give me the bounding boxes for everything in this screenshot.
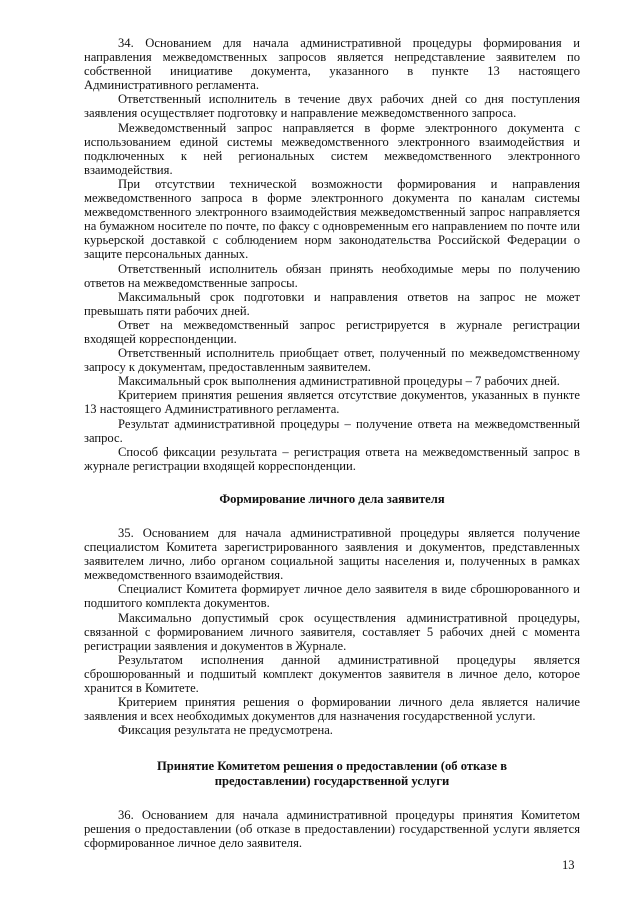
paragraph: 36. Основанием для начала административной процедуры принятия Комитетом решения о предоставлении (об отказе в предоставлении) государственной услуги является сформированное личное дело заявителя. [84,807,580,850]
section-35 [84,526,580,737]
paragraph: Критерием принятия решения является отсутствие документов, указанных в пункте 13 настоящего Административного регламента. [84,388,580,417]
paragraph: Способ фиксации результата – регистрация ответа на межведомственный запрос в журнале регистрации входящей корреспонденции. [84,444,580,473]
section-34 [84,36,580,473]
paragraph: Результат административной процедуры – получение ответа на межведомственный запрос. [84,416,580,445]
paragraph: Межведомственный запрос направляется в форме электронного документа с использованием единой системы межведомственного электронного взаимодействия и подключенных к ней региональных систем межведомственного электронного взаимодействия. [84,120,580,177]
page-number: 13 [562,858,575,872]
heading-line: Принятие Комитетом решения о предоставлении (об отказе в [156,759,508,774]
section-heading-personal-file: Формирование личного дела заявителя [219,491,445,506]
paragraph: Специалист Комитета формирует личное дело заявителя в виде сброшюрованного и подшитого комплекта документов. [84,582,580,611]
paragraph: Результатом исполнения данной административной процедуры является сброшюрованный и подшитый комплект документов заявителя в личное дело, которое хранится в Комитете. [84,652,580,696]
document-body [84,36,580,850]
paragraph: Ответственный исполнитель обязан принять необходимые меры по получению ответов на межведомственные запросы. [84,261,580,290]
paragraph: Критерием принятия решения о формировании личного дела является наличие заявления и всех необходимых документов для назначения государственной услуги. [84,695,580,724]
paragraph: 35. Основанием для начала административной процедуры является получение специалистом Комитета зарегистрированного заявления и документов, представленных заявителем лично, либо органом социальной защиты населения и, полученных в рамках межведомственного взаимодействия. [84,526,580,583]
heading-line: предоставлении) государственной услуги [214,773,450,788]
section-heading-decision [84,759,580,787]
paragraph: Ответственный исполнитель приобщает ответ, полученный по межведомственному запросу к документам, предоставленным заявителем. [84,346,580,375]
paragraph: Фиксация результата не предусмотрена. [118,723,333,738]
paragraph: Максимальный срок выполнения административной процедуры – 7 рабочих дней. [118,374,560,389]
paragraph: При отсутствии технической возможности формирования и направления межведомственного запроса в форме электронного документа по каналам системы межведомственного электронного взаимодействия межведомственный запрос направляется на бумажном носителе по почте, по факсу с одновременным его направлением по почте или курьерской доставкой с соблюдением норм законодательства Российской Федерации о защите персональных данных. [84,176,580,262]
section-36 [84,808,580,850]
paragraph: Ответ на межведомственный запрос регистрируется в журнале регистрации входящей корреспонденции. [84,317,580,346]
paragraph: 34. Основанием для начала административной процедуры формирования и направления межведомственных запросов является непредставление заявителем по собственной инициативе документа, указанного в пункте 13 настоящего Административного регламента. [84,36,580,93]
paragraph: Ответственный исполнитель в течение двух рабочих дней со дня поступления заявления осуществляет подготовку и направление межведомственного запроса. [84,92,580,121]
paragraph: Максимальный срок подготовки и направления ответов на запрос не может превышать пяти рабочих дней. [84,289,580,318]
paragraph: Максимально допустимый срок осуществления административной процедуры, связанной с формированием личного заявителя, составляет 5 рабочих дней с момента регистрации заявления и документов в Журнале. [84,610,580,653]
